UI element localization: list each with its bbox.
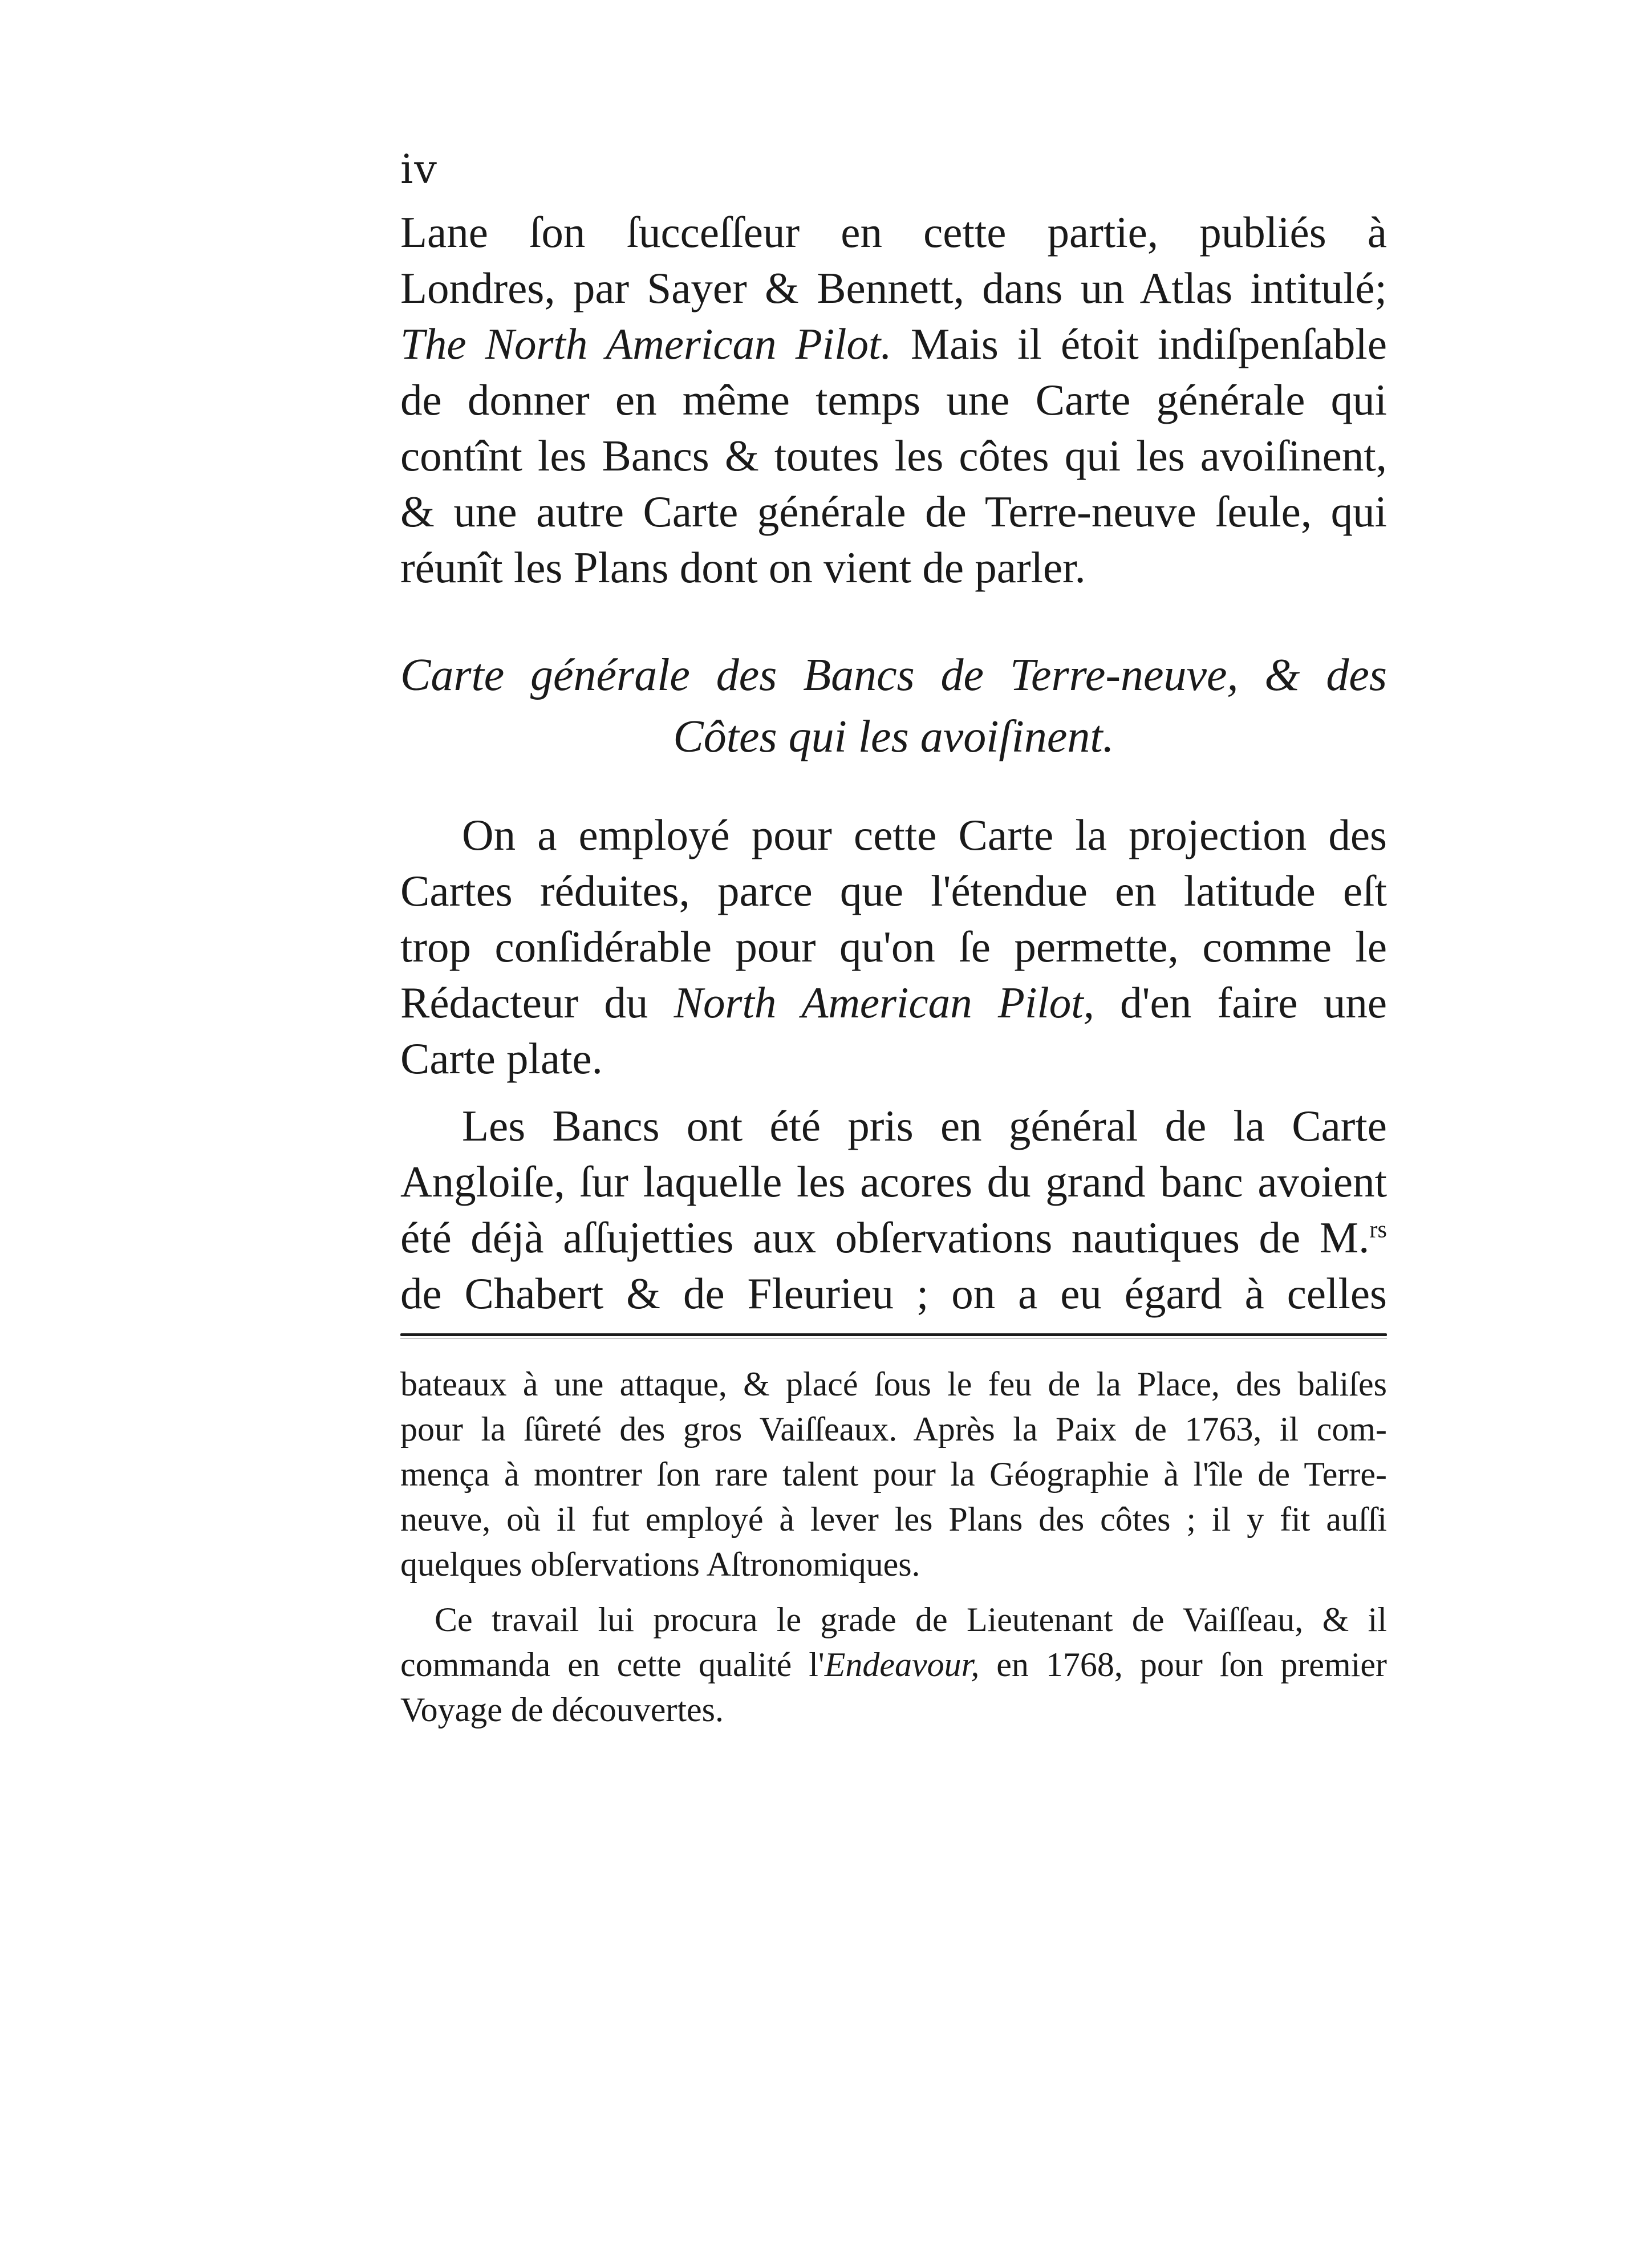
text-line: Cartes réduites, parce que l'étendue en latitude eſt xyxy=(400,866,1387,915)
footnote-line xyxy=(400,1642,1387,1687)
footnote-rule xyxy=(400,1333,1387,1336)
ship-name: Endeavour, xyxy=(824,1646,980,1683)
footnote-line: pour la ſûreté des gros Vaiſſeaux. Après la Paix de 1763, il com- xyxy=(400,1410,1387,1448)
page-number: iv xyxy=(400,146,438,193)
text-line: contînt les Bancs & toutes les côtes qui les avoiſinent, xyxy=(400,431,1387,480)
footnote-line: neuve, où il fut employé à lever les Plans des côtes ; il y fit auſſi xyxy=(400,1500,1387,1538)
atlas-title: The North American Pilot. xyxy=(400,319,892,368)
section-heading xyxy=(400,644,1387,768)
text-segment: d'en faire une xyxy=(1094,978,1387,1027)
text-line xyxy=(400,1210,1387,1265)
text-line: Lane ſon ſucceſſeur en cette partie, publiés à xyxy=(400,208,1387,257)
pilot-title: North American Pilot, xyxy=(674,978,1094,1027)
text-line: trop conſidérable pour qu'on ſe permette, comme le xyxy=(400,922,1387,971)
footnote xyxy=(400,1362,1387,1733)
text-line: de donner en même temps une Carte générale qui xyxy=(400,375,1387,424)
footnote-line: Voyage de découvertes. xyxy=(400,1691,724,1729)
text-line xyxy=(400,975,1387,1030)
footnote-line: mença à montrer ſon rare talent pour la Géographie à l'île de Terre- xyxy=(400,1455,1387,1493)
text-segment: en 1768, pour ſon premier xyxy=(979,1646,1387,1683)
paragraph-projection xyxy=(400,807,1387,1086)
heading-line: Côtes qui les avoiſinent. xyxy=(673,712,1114,762)
text-segment: commanda en cette qualité l' xyxy=(400,1646,825,1683)
footnote-line: Ce travail lui procura le grade de Lieutenant de Vaiſſeau, & il xyxy=(435,1601,1387,1638)
text-line xyxy=(400,316,1387,372)
text-segment: été déjà aſſujetties aux obſervations nautiques de M. xyxy=(400,1213,1370,1262)
text-line-rest: Mais il étoit indiſpenſable xyxy=(891,319,1387,368)
text-line: On a employé pour cette Carte la projection des xyxy=(462,810,1387,859)
text-line: & une autre Carte générale de Terre-neuve ſeule, qui xyxy=(400,487,1387,536)
paragraph-continuation xyxy=(400,204,1387,595)
paragraph-banks xyxy=(400,1098,1387,1321)
text-line: Carte plate. xyxy=(400,1034,603,1083)
heading-line: Carte générale des Bancs de Terre-neuve, & des xyxy=(400,650,1387,700)
text-line: de Chabert & de Fleurieu ; on a eu égard à celles xyxy=(400,1269,1387,1318)
text-line: réunît les Plans dont on vient de parler. xyxy=(400,543,1086,592)
text-line: Angloiſe, ſur laquelle les acores du grand banc avoient xyxy=(400,1157,1387,1206)
text-segment: Rédacteur du xyxy=(400,978,674,1027)
footnote-line: bateaux à une attaque, & placé ſous le feu de la Place, des baliſes xyxy=(400,1365,1387,1403)
superscript: rs xyxy=(1369,1216,1387,1243)
text-line: Les Bancs ont été pris en général de la Carte xyxy=(462,1101,1387,1150)
text-line: Londres, par Sayer & Bennett, dans un Atlas intitulé; xyxy=(400,263,1387,313)
footnote-line: quelques obſervations Aſtronomiques. xyxy=(400,1545,920,1583)
